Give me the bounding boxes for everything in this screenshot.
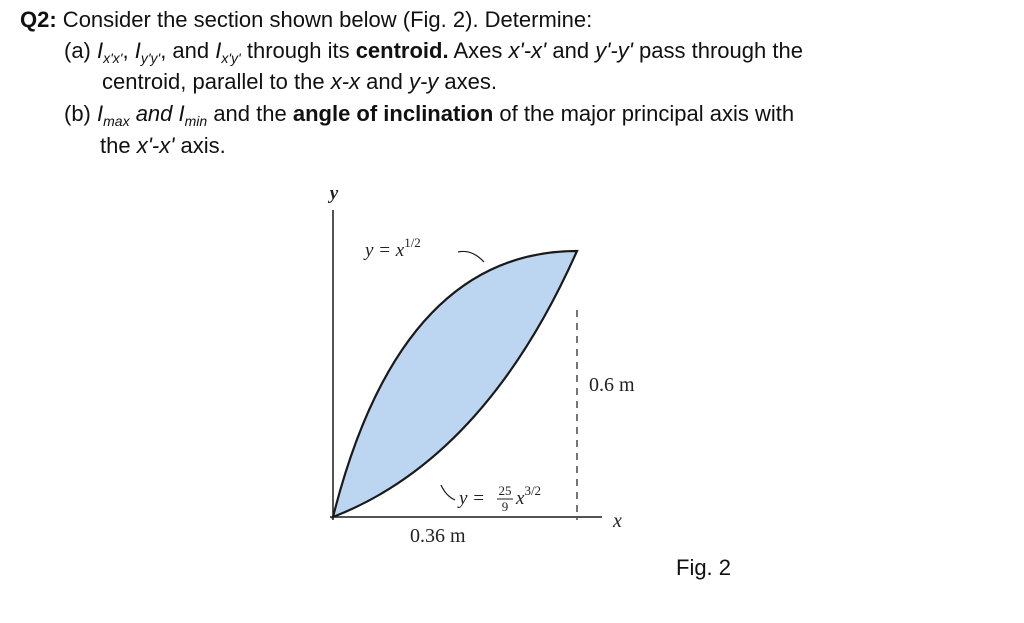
y-axis-label: y: [329, 183, 339, 204]
upper-curve-leader: [458, 251, 484, 262]
part-b-line-2: the x'-x' axis.: [100, 133, 226, 158]
question-number: Q2:: [20, 7, 57, 32]
figure-caption: Fig. 2: [676, 555, 732, 580]
lower-curve-fraction-numerator: 25: [498, 483, 512, 498]
lower-curve-fraction-denominator: 9: [501, 499, 509, 514]
upper-curve-equation: $y = x^{1/2}$: [365, 235, 421, 261]
part-a-line-2: centroid, parallel to the x-x and y-y axes.: [102, 69, 497, 94]
part-a-line-1: (a) $I_{x'x'}$, $I_{y'y'}$, and $I_{x'y'}$ through its centroid. Axes x'-x' and y'-y' pass through the: [64, 38, 803, 66]
question-intro: Consider the section shown below (Fig. 2). Determine:: [56, 7, 593, 32]
angle-emphasis: angle of inclination: [292, 101, 494, 126]
height-dimension-label: 0.6 m: [589, 374, 635, 396]
lower-curve-equation: y =: [459, 488, 486, 509]
lower-curve-leader: [441, 485, 455, 500]
width-dimension-label: 0.36 m: [410, 525, 466, 547]
centroid-emphasis: centroid.: [355, 38, 449, 63]
lower-curve-variable: $x^{3/2}$: [516, 483, 542, 509]
shaded-section-region: [333, 251, 577, 517]
part-b-line-1: (b) $I_{max}$ and $I_{min}$ and the angle of inclination of the major principal axis with: [64, 101, 795, 129]
x-axis-label: x: [613, 510, 622, 532]
